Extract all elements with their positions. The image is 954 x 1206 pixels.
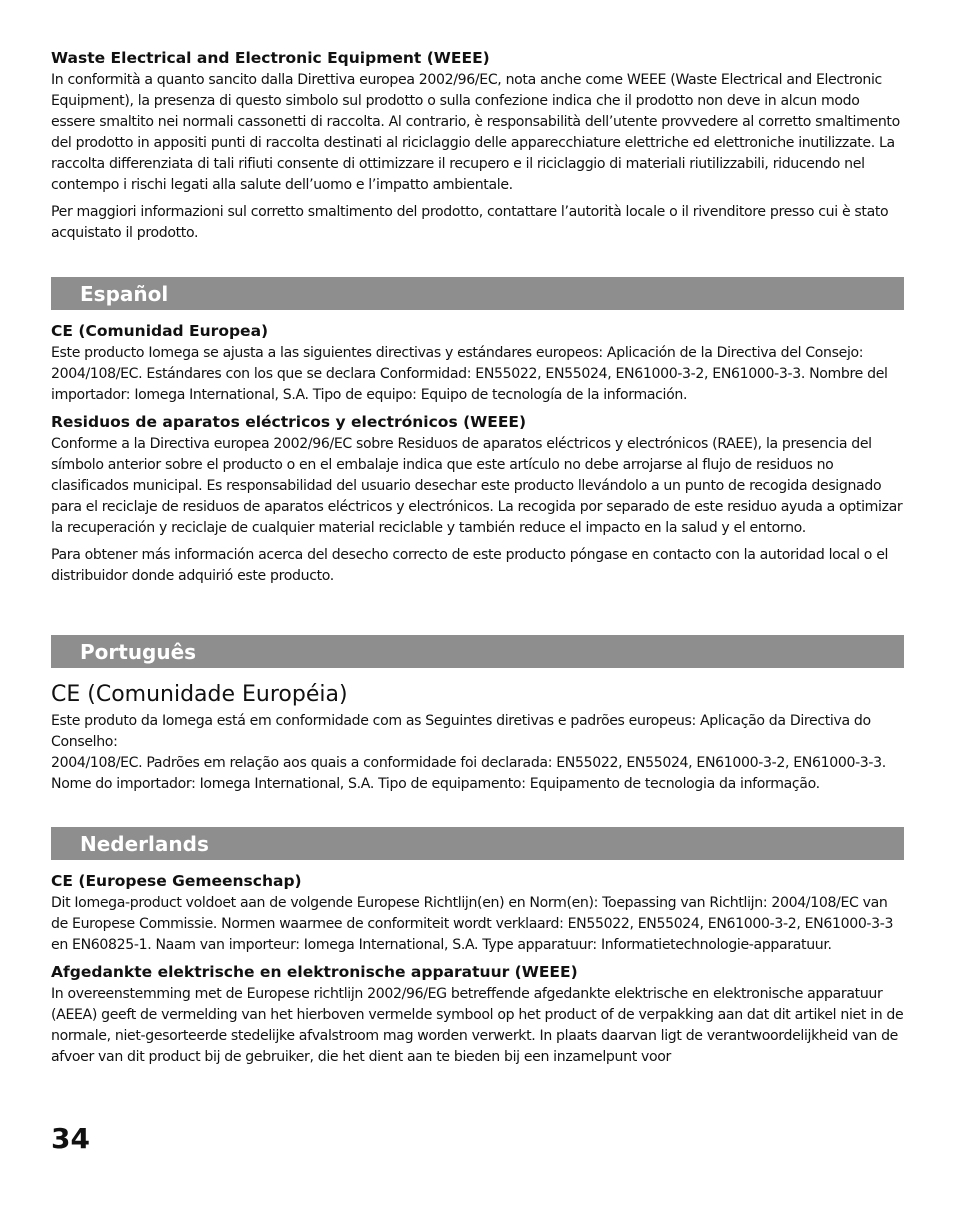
ce-paragraph-portugues-1: Este produto da Iomega está em conformidade com as Seguintes diretivas e padrões europeus: Aplicação da Directiva do Conselho: (51, 713, 871, 750)
section-bar-nederlands: Nederlands (51, 827, 904, 860)
page-number: 34 (51, 1122, 90, 1155)
ce-paragraph-portugues-2: 2004/108/EC. Padrões em relação aos quais a conformidade foi declarada: EN55022, EN55024, EN61000-3-2, EN61000-3-3. Nome do importador: Iomega International, S.A. Tipo de equipamento: Equipamento de tecnologia da informação. (51, 755, 886, 792)
weee-heading-italian: Waste Electrical and Electronic Equipment (WEEE) (51, 49, 490, 67)
section-bar-portugues: Português (51, 635, 904, 668)
section-bar-espanol: Español (51, 277, 904, 310)
weee-heading-nederlands: Afgedankte elektrische en elektronische apparatuur (WEEE) (51, 963, 578, 981)
weee-section-italian (51, 48, 904, 250)
section-portugues (51, 635, 904, 801)
section-espanol (51, 277, 904, 593)
weee-heading-espanol: Residuos de aparatos eléctricos y electrónicos (WEEE) (51, 413, 527, 431)
ce-heading-nederlands: CE (Europese Gemeenschap) (51, 872, 302, 890)
section-nederlands (51, 827, 904, 1074)
weee-paragraph-italian-2: Per maggiori informazioni sul corretto smaltimento del prodotto, contattare l’autorità locale o il rivenditore presso cui è stato acquistato il prodotto. (51, 204, 889, 241)
ce-paragraph-nederlands: Dit Iomega-product voldoet aan de volgende Europese Richtlijn(en) en Norm(en): Toepassing van Richtlijn: 2004/108/EC van de Europese Commissie. Normen waarmee de conformiteit wordt verklaard: EN55022, EN55024, EN61000-3-2, EN61000-3-3 en EN60825-1. Naam van importeur: Iomega International, S.A. Type apparatuur: Informatietechnologie-apparatuur. (51, 895, 894, 953)
ce-heading-portugues: CE (Comunidade Européia) (51, 682, 348, 707)
weee-paragraph-italian-1: In conformità a quanto sancito dalla Direttiva europea 2002/96/EC, nota anche come WEEE (Waste Electrical and Electronic Equipment), la presenza di questo simbolo sul prodotto o sulla confezione indica che il prodotto non deve in alcun modo essere smaltito nei normali cassonetti di raccolta. Al contrario, è responsabilità dell’utente provvedere al corretto smaltimento del prodotto in appositi punti di raccolta destinati al riciclaggio delle apparecchiature elettriche ed elettroniche inutilizzate. La raccolta differenziata di tali rifiuti consente di ottimizzare il recupero e il riciclaggio di materiali riutilizzabili, riducendo nel contempo i rischi legati alla salute dell’uomo e l’impatto ambientale. (51, 72, 900, 193)
ce-heading-espanol: CE (Comunidad Europea) (51, 322, 269, 340)
weee-paragraph-nederlands-1: In overeenstemming met de Europese richtlijn 2002/96/EG betreffende afgedankte elektrische en elektronische apparatuur (AEEA) geeft de vermelding van het hierboven vermelde symbool op het product of de verpakking aan dat dit artikel niet in de normale, niet-gesorteerde stedelijke afvalstroom mag worden verwerkt. In plaats daarvan ligt de verantwoordelijkheid van de afvoer van dit product bij de gebruiker, die het dient aan te bieden bij een inzamelpunt voor (51, 986, 904, 1065)
ce-paragraph-espanol: Este producto Iomega se ajusta a las siguientes directivas y estándares europeos: Aplicación de la Directiva del Consejo: 2004/108/EC. Estándares con los que se declara Conformidad: EN55022, EN55024, EN61000-3-2, EN61000-3-3. Nombre del importador: Iomega International, S.A. Tipo de equipo: Equipo de tecnología de la información. (51, 345, 888, 403)
weee-paragraph-espanol-1: Conforme a la Directiva europea 2002/96/EC sobre Residuos de aparatos eléctricos y electrónicos (RAEE), la presencia del símbolo anterior sobre el producto o en el embalaje indica que este artículo no debe arrojarse al flujo de residuos no clasificados municipal. Es responsabilidad del usuario desechar este producto llevándolo a un punto de recogida designado para el reciclaje de residuos de aparatos eléctricos y electrónicos. La recogida por separado de este residuo ayuda a optimizar la recuperación y reciclaje de cualquier material reciclable y también reduce el impacto en la salud y el entorno. (51, 436, 903, 536)
weee-paragraph-espanol-2: Para obtener más información acerca del desecho correcto de este producto póngase en contacto con la autoridad local o el distribuidor donde adquirió este producto. (51, 547, 889, 584)
